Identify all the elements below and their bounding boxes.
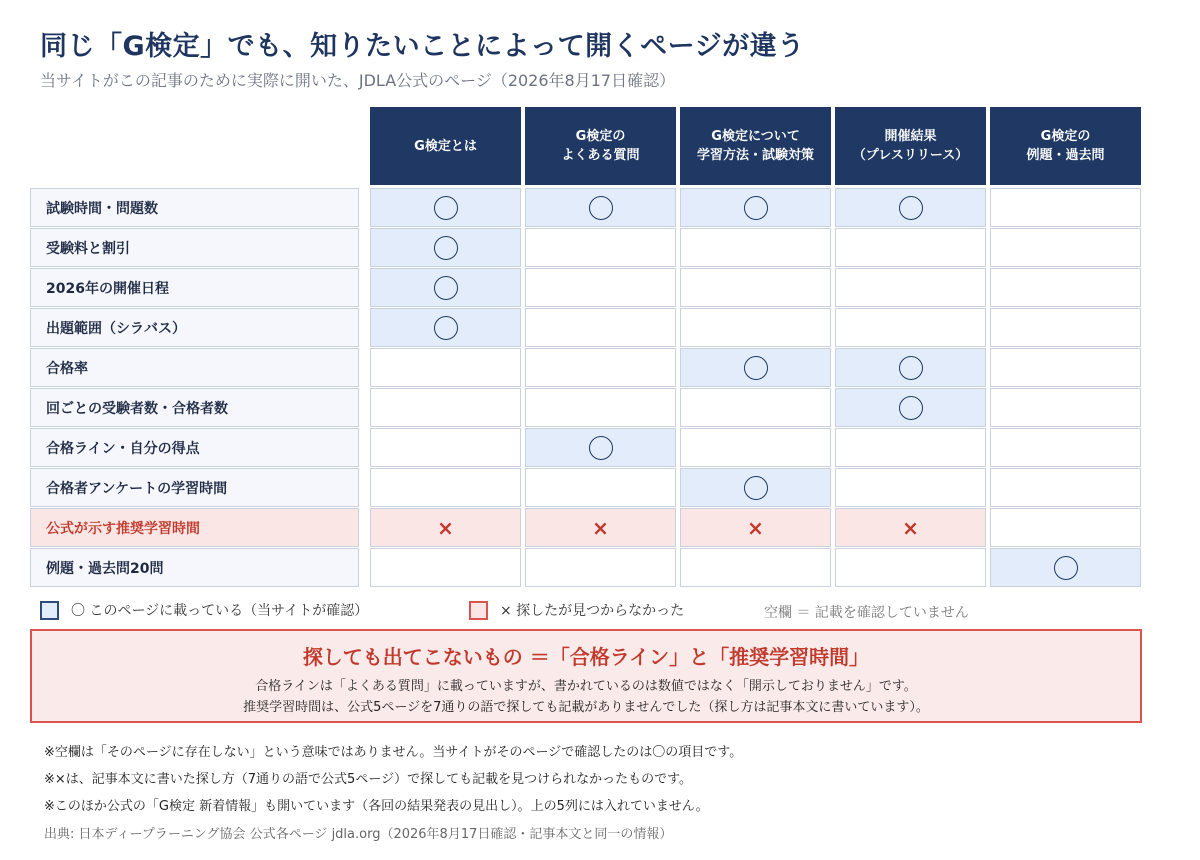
circle-mark-icon xyxy=(434,276,458,300)
row-label: 合格率 xyxy=(30,348,359,387)
blank-cell xyxy=(990,308,1141,347)
circle-mark-icon xyxy=(899,196,923,220)
blank-cell xyxy=(835,228,986,267)
blank-cell xyxy=(990,508,1141,547)
column-header: 開催結果 （プレスリリース） xyxy=(835,107,986,185)
blank-cell xyxy=(680,548,831,587)
blank-cell xyxy=(525,548,676,587)
callout-heading: 探しても出てこないもの ＝「合格ライン」と「推奨学習時間」 xyxy=(302,645,870,669)
row-label: 2026年の開催日程 xyxy=(30,268,359,307)
legend-not-found xyxy=(469,600,684,620)
found-cell xyxy=(370,228,521,267)
blank-cell xyxy=(680,388,831,427)
found-cell xyxy=(835,348,986,387)
not-found-cell xyxy=(835,508,986,547)
circle-mark-icon xyxy=(434,196,458,220)
legend-blank-note: 空欄 ＝ 記載を確認していません xyxy=(764,605,969,621)
circle-mark-icon xyxy=(744,476,768,500)
cross-mark: × xyxy=(592,515,609,540)
not-found-swatch xyxy=(469,601,488,620)
blank-cell xyxy=(835,308,986,347)
found-cell xyxy=(835,188,986,227)
circle-mark-icon xyxy=(899,356,923,380)
row-label: 合格者アンケートの学習時間 xyxy=(30,468,359,507)
blank-cell xyxy=(835,428,986,467)
cross-mark: × xyxy=(437,515,454,540)
blank-cell xyxy=(370,468,521,507)
legend-found-label: 〇 このページに載っている（当サイトが確認） xyxy=(71,603,369,619)
found-cell xyxy=(525,428,676,467)
blank-cell xyxy=(370,548,521,587)
circle-mark-icon xyxy=(434,236,458,260)
blank-cell xyxy=(680,268,831,307)
blank-cell xyxy=(525,268,676,307)
circle-mark-icon xyxy=(434,316,458,340)
found-cell xyxy=(835,388,986,427)
row-label: 例題・過去問20問 xyxy=(30,548,359,587)
footnote: ※このほか公式の「G検定 新着情報」も開いています（各回の結果発表の見出し）。上の5列には入れていません。 xyxy=(44,799,709,814)
blank-cell xyxy=(370,348,521,387)
column-header: G検定について 学習方法・試験対策 xyxy=(680,107,831,185)
blank-cell xyxy=(990,388,1141,427)
blank-cell xyxy=(525,348,676,387)
blank-cell xyxy=(680,428,831,467)
column-header: G検定とは xyxy=(370,107,521,185)
callout-box xyxy=(30,629,1142,723)
blank-cell xyxy=(525,468,676,507)
blank-cell xyxy=(680,228,831,267)
legend-not-found-label: × 探したが見つからなかった xyxy=(500,603,685,619)
circle-mark-icon xyxy=(744,196,768,220)
footnote: ※×は、記事本文に書いた探し方（7通りの語で公式5ページ）で探しても記載を見つけられなかったものです。 xyxy=(44,772,693,787)
cross-mark: × xyxy=(902,515,919,540)
column-header: G検定の 例題・過去問 xyxy=(990,107,1141,185)
blank-cell xyxy=(990,348,1141,387)
found-cell xyxy=(680,468,831,507)
found-cell xyxy=(370,188,521,227)
found-cell xyxy=(680,348,831,387)
blank-cell xyxy=(525,388,676,427)
page-subtitle: 当サイトがこの記事のために実際に開いた、JDLA公式のページ（2026年8月17日確認） xyxy=(40,71,676,90)
row-label: 出題範囲（シラバス） xyxy=(30,308,359,347)
found-cell xyxy=(990,548,1141,587)
circle-mark-icon xyxy=(899,396,923,420)
circle-mark-icon xyxy=(744,356,768,380)
blank-cell xyxy=(835,548,986,587)
blank-cell xyxy=(990,468,1141,507)
found-cell xyxy=(680,188,831,227)
callout-line: 推奨学習時間は、公式5ページを7通りの語で探しても記載がありませんでした（探し方は記事本文に書いています）。 xyxy=(243,700,929,715)
source-credit: 出典: 日本ディープラーニング協会 公式各ページ jdla.org（2026年8月17日確認・記事本文と同一の情報） xyxy=(44,827,673,842)
blank-cell xyxy=(835,468,986,507)
page-title: 同じ「G検定」でも、知りたいことによって開くページが違う xyxy=(40,31,805,62)
found-cell xyxy=(370,308,521,347)
blank-cell xyxy=(525,228,676,267)
not-found-cell xyxy=(370,508,521,547)
blank-cell xyxy=(990,188,1141,227)
column-header: G検定の よくある質問 xyxy=(525,107,676,185)
not-found-cell xyxy=(680,508,831,547)
blank-cell xyxy=(525,308,676,347)
legend-found xyxy=(40,600,368,620)
found-cell xyxy=(525,188,676,227)
row-label: 試験時間・問題数 xyxy=(30,188,359,227)
cross-mark: × xyxy=(747,515,764,540)
row-label: 合格ライン・自分の得点 xyxy=(30,428,359,467)
blank-cell xyxy=(990,228,1141,267)
circle-mark-icon xyxy=(589,196,613,220)
row-label: 受験料と割引 xyxy=(30,228,359,267)
footnote: ※空欄は「そのページに存在しない」という意味ではありません。当サイトがそのページで確認したのは〇の項目です。 xyxy=(44,745,743,760)
not-found-cell xyxy=(525,508,676,547)
row-label: 回ごとの受験者数・合格者数 xyxy=(30,388,359,427)
blank-cell xyxy=(370,428,521,467)
blank-cell xyxy=(990,268,1141,307)
found-swatch xyxy=(40,601,59,620)
callout-line: 合格ラインは「よくある質問」に載っていますが、書かれているのは数値ではなく「開示しておりません」です。 xyxy=(255,679,917,694)
blank-cell xyxy=(835,268,986,307)
circle-mark-icon xyxy=(589,436,613,460)
blank-cell xyxy=(990,428,1141,467)
found-cell xyxy=(370,268,521,307)
blank-cell xyxy=(370,388,521,427)
row-label: 公式が示す推奨学習時間 xyxy=(30,508,359,547)
blank-cell xyxy=(680,308,831,347)
circle-mark-icon xyxy=(1054,556,1078,580)
